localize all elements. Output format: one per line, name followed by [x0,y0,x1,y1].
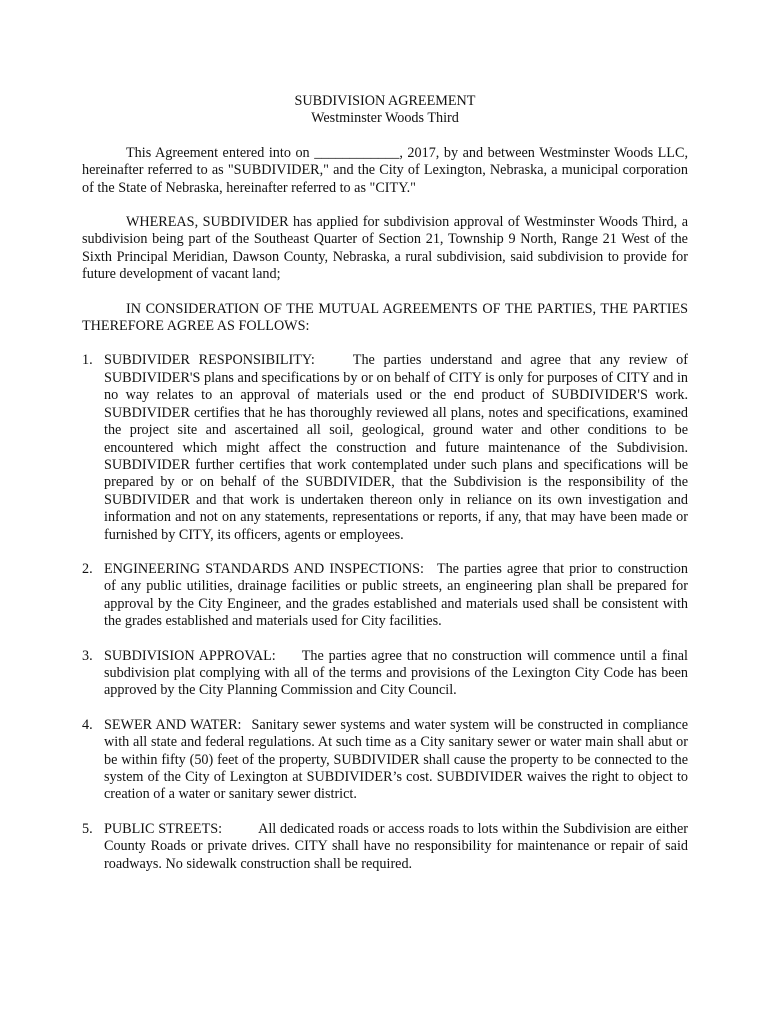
section-body: All dedicated roads or access roads to lots within the Subdivision are either County Roads or private drives. CITY shall have no responsibility for maintenance or repair of said roadways. No sidewalk construction shall be required. [104,820,688,872]
section-heading: SUBDIVIDER RESPONSIBILITY: [104,352,315,369]
document-subtitle: Westminster Woods Third [311,110,459,127]
section-list [82,352,688,873]
section-heading: SUBDIVISION APPROVAL: [104,647,276,664]
section-5 [82,821,688,873]
section-1 [82,352,688,543]
section-number: 5. [82,820,93,837]
section-3 [82,648,688,700]
section-heading: PUBLIC STREETS: [104,820,223,837]
intro-paragraph: This Agreement entered into on ____________, 2017, by and between Westminster Woods LLC, hereinafter referred to as "SUBDIVIDER," and the City of Lexington, Nebraska, a municipal corporation of the State of Nebraska, hereinafter referred to as "CITY." [82,144,688,196]
section-number: 1. [82,352,93,369]
section-4 [82,717,688,804]
section-number: 2. [82,560,93,577]
section-body: The parties understand and agree that any review of SUBDIVIDER'S plans and specifications by or on behalf of CITY is only for purposes of CITY and in no way relates to an approval of materials used or the end product of SUBDIVIDER'S work. SUBDIVIDER certifies that he has thoroughly reviewed all plans, notes and specifications, examined the project site and ascertained all soil, geological, ground water and other conditions to be encountered which might affect the construction and future maintenance of the Subdivision. SUBDIVIDER further certifies that work contemplated under such plans and specifications will be prepared by or on behalf of the SUBDIVIDER, that the Subdivision is the responsibility of the SUBDIVIDER and that work is undertaken thereon only in reliance on its own investigation and information and not on any statements, representations or reports, if any, that may have been made or furnished by CITY, its officers, agents or employees. [104,352,688,543]
title-block [82,93,688,128]
section-body: The parties agree that prior to construction of any public utilities, drainage facilities or public streets, an engineering plan shall be prepared for approval by the City Engineer, and the grades established and materials used shall be consistent with the grades established and materials used for City facilities. [104,560,688,630]
consideration-paragraph: IN CONSIDERATION OF THE MUTUAL AGREEMENTS OF THE PARTIES, THE PARTIES THEREFORE AGREE AS FOLLOWS: [82,300,688,335]
document-page [82,93,688,890]
section-heading: SEWER AND WATER: [104,716,242,733]
section-heading: ENGINEERING STANDARDS AND INSPECTIONS: [104,560,424,577]
document-title: SUBDIVISION AGREEMENT [294,93,476,109]
whereas-paragraph: WHEREAS, SUBDIVIDER has applied for subdivision approval of Westminster Woods Third, a subdivision being part of the Southeast Quarter of Section 21, Township 9 North, Range 21 West of the Sixth Principal Meridian, Dawson County, Nebraska, a rural subdivision, said subdivision to provide for future development of vacant land; [82,214,688,283]
section-body: The parties agree that no construction will commence until a final subdivision plat complying with all of the terms and provisions of the Lexington City Code has been approved by the City Planning Commission and City Council. [104,647,688,699]
section-number: 4. [82,716,93,733]
section-body: Sanitary sewer systems and water system will be constructed in compliance with all state and federal regulations. At such time as a City sanitary sewer or water main shall abut or be within fifty (50) feet of the property, SUBDIVIDER shall cause the property to be connected to the system of the City of Lexington at SUBDIVIDER’s cost. SUBDIVIDER waives the right to object to creation of a water or sanitary sewer district. [104,716,688,803]
section-2 [82,561,688,631]
section-number: 3. [82,647,93,664]
